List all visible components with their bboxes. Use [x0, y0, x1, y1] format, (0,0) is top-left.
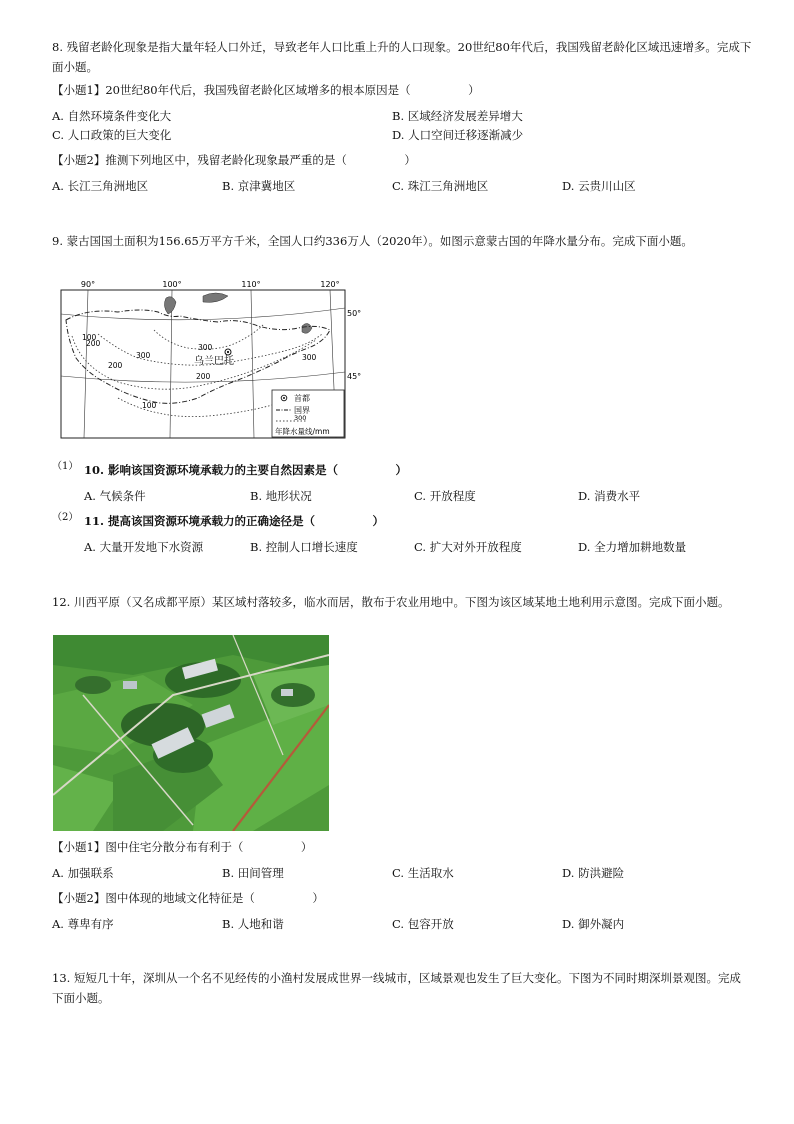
- q8-sub2-option-c[interactable]: C. 珠江三角洲地区: [392, 179, 489, 193]
- q8-sub2-option-b[interactable]: B. 京津冀地区: [222, 179, 296, 193]
- q13-stem: 13. 短短几十年，深圳从一个名不见经传的小渔村发展成世界一线城市，区域景观也发生了巨大变化。下图为不同时期深圳景观图。完成下面小题。: [52, 971, 741, 1005]
- q8-sub1-option-a[interactable]: A. 自然环境条件变化大: [52, 109, 172, 123]
- q8-sub2-option-a[interactable]: A. 长江三角洲地区: [52, 179, 149, 193]
- q12-stem: 12. 川西平原（又名成都平原）某区域村落较多，临水而居，散布于农业用地中。下图为该区域某地土地利用示意图。完成下面小题。: [52, 595, 730, 609]
- legend-border-label: 国界: [294, 406, 310, 415]
- isoline-label: 100: [142, 401, 157, 410]
- q9-sub2-option-c[interactable]: C. 扩大对外开放程度: [414, 540, 522, 554]
- q8-sub2-option-d[interactable]: D. 云贵川山区: [562, 179, 636, 193]
- q8-stem: 8. 残留老龄化现象是指大量年轻人口外迁，导致老年人口比重上升的人口现象。20世纪80年代后，我国残留老龄化区域迅速增多。完成下面小题。: [52, 40, 752, 74]
- legend-capital-label: 首都: [294, 394, 310, 403]
- q12-sub1-prompt: 【小题1】图中住宅分散分布有利于（ ）: [52, 840, 313, 854]
- capital-label: 乌兰巴托: [194, 356, 234, 367]
- q9-sub2-option-d[interactable]: D. 全力增加耕地数量: [578, 540, 687, 554]
- q12-sub2-option-d[interactable]: D. 御外凝内: [562, 917, 625, 931]
- isoline-label: 300: [136, 351, 151, 360]
- lat-label-45: 45°: [347, 372, 362, 381]
- aerial-farmland-photo: [53, 635, 329, 831]
- isoline-label: 300: [198, 343, 213, 352]
- q8-sub1-prompt: 【小题1】20世纪80年代后，我国残留老龄化区域增多的根本原因是（ ）: [52, 83, 480, 97]
- q9-sub1-prompt: 10. 影响该国资源环境承载力的主要自然因素是（ ）: [84, 463, 408, 477]
- isoline-label: 200: [196, 372, 211, 381]
- q12-sub2-option-b[interactable]: B. 人地和谐: [222, 917, 284, 931]
- q12-sub1-option-a[interactable]: A. 加强联系: [52, 866, 114, 880]
- isoline-label: 100: [82, 333, 97, 342]
- q9-sub1-option-a[interactable]: A. 气候条件: [84, 489, 146, 503]
- legend-isoline-value: 300: [294, 414, 307, 422]
- q12-sub2-prompt: 【小题2】图中体现的地域文化特征是（ ）: [52, 891, 324, 905]
- legend-isoline-label: 年降水量线/mm: [275, 427, 330, 436]
- lon-label-110: 110°: [241, 280, 261, 289]
- q9-sub1-option-b[interactable]: B. 地形状况: [250, 489, 312, 503]
- q8-sub1-option-d[interactable]: D. 人口空间迁移逐渐减少: [392, 128, 524, 142]
- q8-sub2-prompt: 【小题2】推测下列地区中，残留老龄化现象最严重的是（ ）: [52, 153, 416, 167]
- q12-sub2-option-a[interactable]: A. 尊卑有序: [52, 917, 114, 931]
- lon-label-90: 90°: [80, 280, 96, 289]
- mongolia-precipitation-map: [58, 278, 368, 443]
- isoline-label: 300: [302, 353, 317, 362]
- q9-sub1-option-c[interactable]: C. 开放程度: [414, 489, 476, 503]
- q12-sub1-option-c[interactable]: C. 生活取水: [392, 866, 454, 880]
- q9-sub2-number: （2）: [52, 512, 79, 523]
- q12-sub2-option-c[interactable]: C. 包容开放: [392, 917, 454, 931]
- q9-sub2-option-b[interactable]: B. 控制人口增长速度: [250, 540, 358, 554]
- q9-sub2-option-a[interactable]: A. 大量开发地下水资源: [84, 540, 204, 554]
- isoline-label: 200: [86, 339, 101, 348]
- q12-sub1-option-d[interactable]: D. 防洪避险: [562, 866, 625, 880]
- lon-label-100: 100°: [162, 280, 182, 289]
- q9-sub1-option-d[interactable]: D. 消费水平: [578, 489, 641, 503]
- lon-label-120: 120°: [320, 280, 340, 289]
- q12-sub1-option-b[interactable]: B. 田间管理: [222, 866, 284, 880]
- q9-stem: 9. 蒙古国国土面积为156.65万平方千米，全国人口约336万人（2020年）。如图示意蒙古国的年降水量分布。完成下面小题。: [52, 234, 693, 248]
- q9-sub1-number: （1）: [52, 461, 79, 472]
- isoline-label: 200: [108, 361, 123, 370]
- lat-label-50: 50°: [347, 309, 362, 318]
- q8-sub1-option-c[interactable]: C. 人口政策的巨大变化: [52, 128, 172, 142]
- q9-sub2-prompt: 11. 提高该国资源环境承载力的正确途径是（ ）: [84, 514, 385, 528]
- q8-sub1-option-b[interactable]: B. 区域经济发展差异增大: [392, 109, 523, 123]
